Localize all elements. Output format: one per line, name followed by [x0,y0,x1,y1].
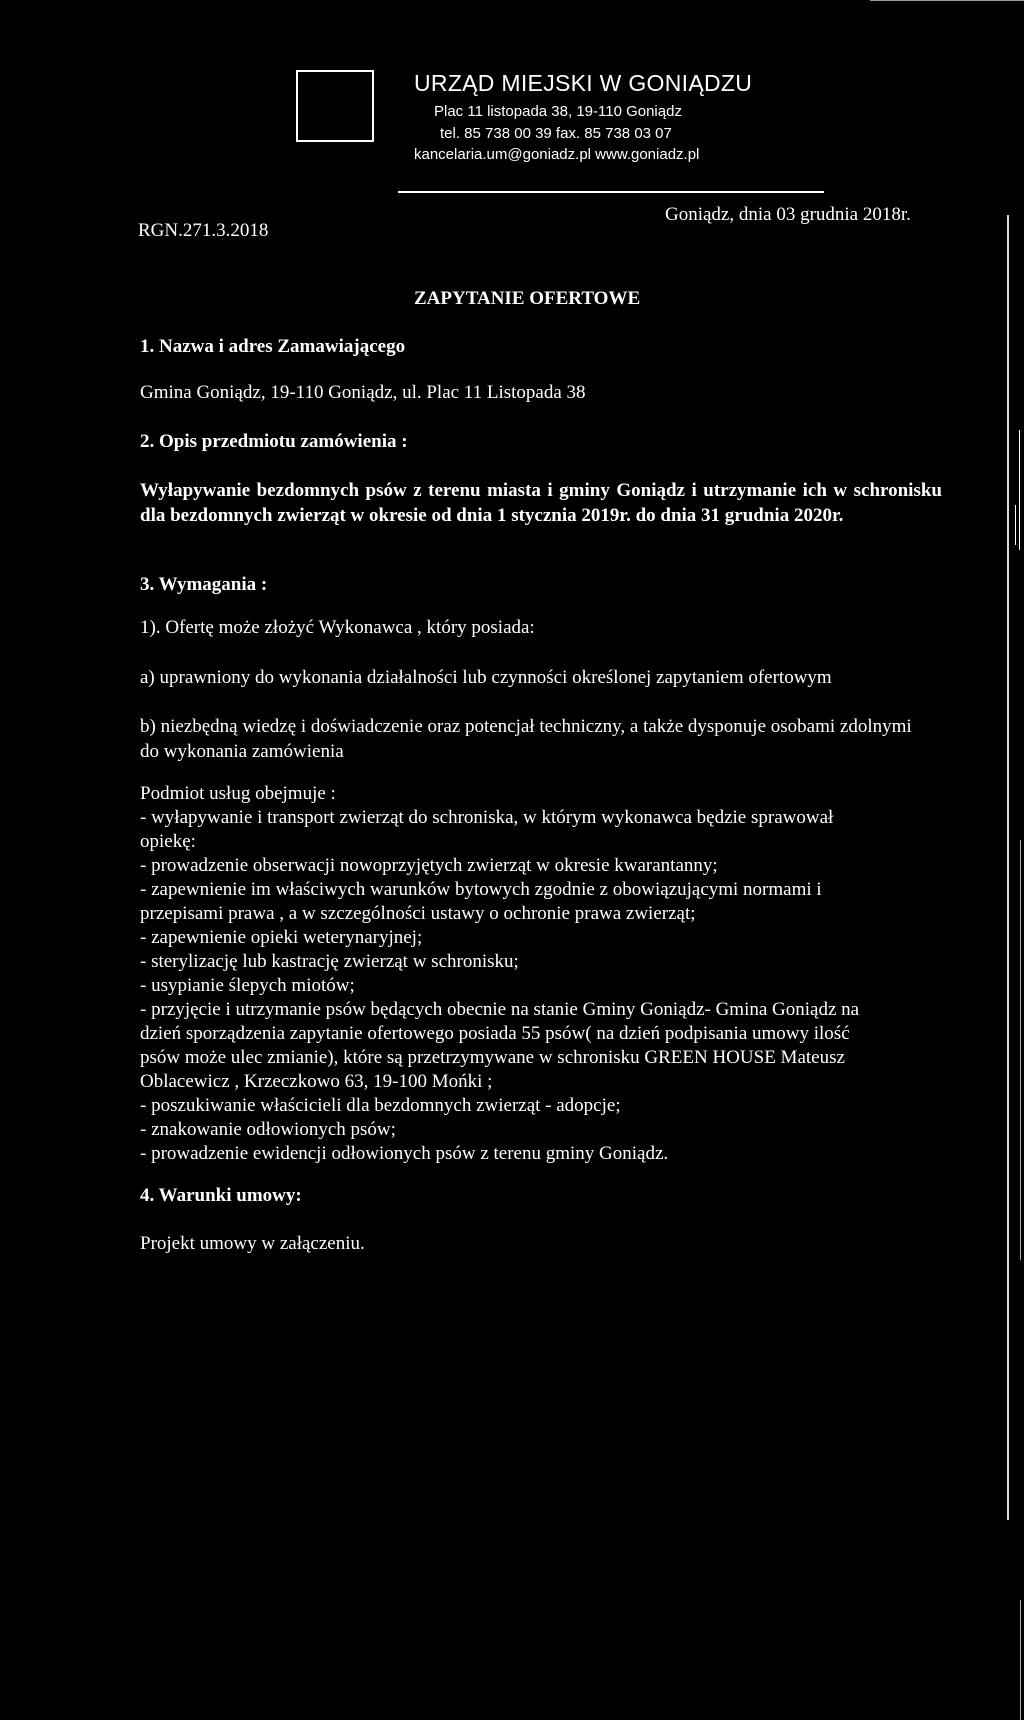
scan-edge-line [1007,215,1009,1520]
contract-note: Projekt umowy w załączeniu. [140,1233,365,1254]
reference-number: RGN.271.3.2018 [138,220,269,241]
office-address: Plac 11 listopada 38, 19-110 Goniądz [434,103,682,120]
requirement-b: b) niezbędną wiedzę i doświadczenie oraz potencjał techniczny, a także dysponuje osobami zdolnymi do wykonania zamówienia [140,716,912,762]
office-web: kancelaria.um@goniadz.pl www.goniadz.pl [414,146,700,163]
document-title: ZAPYTANIE OFERTOWE [414,288,641,309]
services-line: - wyłapywanie i transport zwierząt do schroniska, w którym wykonawca będzie sprawował [140,807,834,828]
services-line: - usypianie ślepych miotów; [140,975,355,996]
section-1-heading: 1. Nazwa i adres Zamawiającego [140,336,406,357]
header-divider [398,191,824,193]
services-line: - przyjęcie i utrzymanie psów będących obecnie na stanie Gminy Goniądz- Gmina Goniądz na [140,999,860,1020]
services-list [140,782,930,1166]
scan-edge-line [1019,430,1020,550]
subject-description: Wyłapywanie bezdomnych psów z terenu miasta i gminy Goniądz i utrzymanie ich w schronisku dla bezdomnych zwierząt w okresie od dnia 1 stycznia 2019r. do dnia 31 grudnia 2020r. [140,480,942,526]
logo-frame [296,70,374,142]
office-name: URZĄD MIEJSKI W GONIĄDZU [414,70,753,96]
scan-artifact-top [870,0,1024,1]
services-line: Podmiot usług obejmuje : [140,783,336,804]
contracting-authority-address: Gmina Goniądz, 19-110 Goniądz, ul. Plac 11 Listopada 38 [140,382,586,403]
services-line: dzień sporządzenia zapytanie ofertowego posiada 55 psów( na dzień podpisania umowy ilość [140,1023,850,1044]
services-line: psów może ulec zmianie), które są przetrzymywane w schronisku GREEN HOUSE Mateusz [140,1047,845,1068]
document-date: Goniądz, dnia 03 grudnia 2018r. [665,204,911,225]
scan-edge-line [1015,505,1016,545]
services-line: - poszukiwanie właścicieli dla bezdomnych zwierząt - adopcje; [140,1095,621,1116]
services-line: - prowadzenie obserwacji nowoprzyjętych zwierząt w okresie kwarantanny; [140,855,718,876]
office-phone: tel. 85 738 00 39 fax. 85 738 03 07 [440,125,672,142]
requirements-intro: 1). Ofertę może złożyć Wykonawca , który posiada: [140,617,535,638]
scan-edge-line [1020,1600,1021,1720]
services-line: opiekę: [140,831,196,852]
section-3-heading: 3. Wymagania : [140,574,268,595]
services-line: - zapewnienie opieki weterynaryjnej; [140,927,423,948]
services-line: - prowadzenie ewidencji odłowionych psów z terenu gminy Goniądz. [140,1143,669,1164]
services-line: Oblacewicz , Krzeczkowo 63, 19-100 Mońki ; [140,1071,493,1092]
services-line: - znakowanie odłowionych psów; [140,1119,396,1140]
services-line: przepisami prawa , a w szczególności ustawy o ochronie prawa zwierząt; [140,903,696,924]
services-line: - zapewnienie im właściwych warunków bytowych zgodnie z obowiązującymi normami i [140,879,822,900]
services-line: - sterylizację lub kastrację zwierząt w schronisku; [140,951,519,972]
requirement-a: a) uprawniony do wykonania działalności lub czynności określonej zapytaniem ofertowym [140,667,832,688]
section-4-heading: 4. Warunki umowy: [140,1185,302,1206]
scan-edge-line [1020,840,1021,1260]
section-2-heading: 2. Opis przedmiotu zamówienia : [140,431,408,452]
